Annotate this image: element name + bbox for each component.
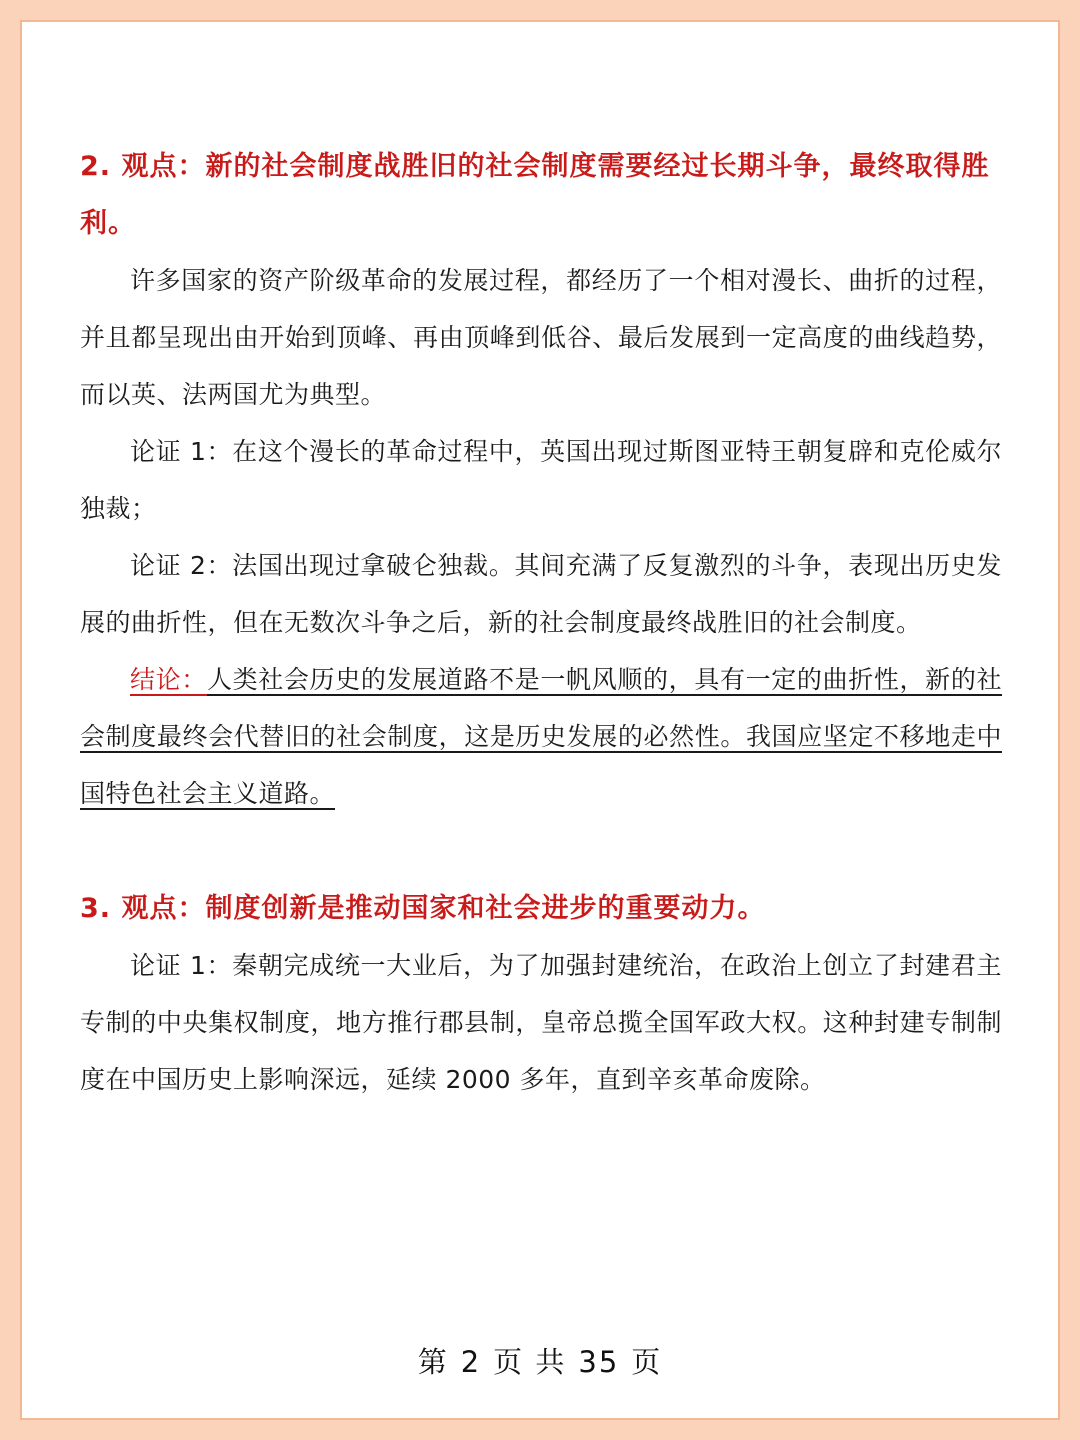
section-2-conclusion bbox=[80, 651, 1002, 822]
page-number-middle: 页 共 bbox=[493, 1345, 567, 1379]
section-2-argument-2: 论证 2：法国出现过拿破仑独裁。其间充满了反复激烈的斗争，表现出历史发展的曲折性，但在无数次斗争之后，新的社会制度最终战胜旧的社会制度。 bbox=[80, 551, 1002, 637]
page-number-prefix: 第 bbox=[417, 1345, 449, 1379]
section-3-heading: 3. 观点：制度创新是推动国家和社会进步的重要动力。 bbox=[80, 893, 766, 924]
page-number bbox=[0, 1340, 1080, 1381]
section-3-argument-1: 论证 1：秦朝完成统一大业后，为了加强封建统治，在政治上创立了封建君主专制的中央集权制度，地方推行郡县制，皇帝总揽全国军政大权。这种封建专制制度在中国历史上影响深远，延续 2000 多年，直到辛亥革命废除。 bbox=[80, 951, 1002, 1094]
section-2-heading: 2. 观点：新的社会制度战胜旧的社会制度需要经过长期斗争，最终取得胜利。 bbox=[80, 151, 990, 239]
conclusion-label: 结论： bbox=[130, 665, 207, 694]
current-page: 2 bbox=[460, 1345, 482, 1379]
section-2-intro: 许多国家的资产阶级革命的发展过程，都经历了一个相对漫长、曲折的过程，并且都呈现出由开始到顶峰、再由顶峰到低谷、最后发展到一定高度的曲线趋势，而以英、法两国尤为典型。 bbox=[80, 266, 1002, 409]
conclusion-text: 人类社会历史的发展道路不是一帆风顺的，具有一定的曲折性，新的社会制度最终会代替旧的社会制度，这是历史发展的必然性。我国应坚定不移地走中国特色社会主义道路。 bbox=[80, 665, 1002, 808]
section-2-argument-1: 论证 1：在这个漫长的革命过程中，英国出现过斯图亚特王朝复辟和克伦威尔独裁； bbox=[80, 437, 1002, 523]
document-body bbox=[80, 138, 1002, 1108]
section-gap bbox=[80, 822, 1002, 880]
total-pages: 35 bbox=[578, 1345, 620, 1379]
page-number-suffix: 页 bbox=[631, 1345, 663, 1379]
